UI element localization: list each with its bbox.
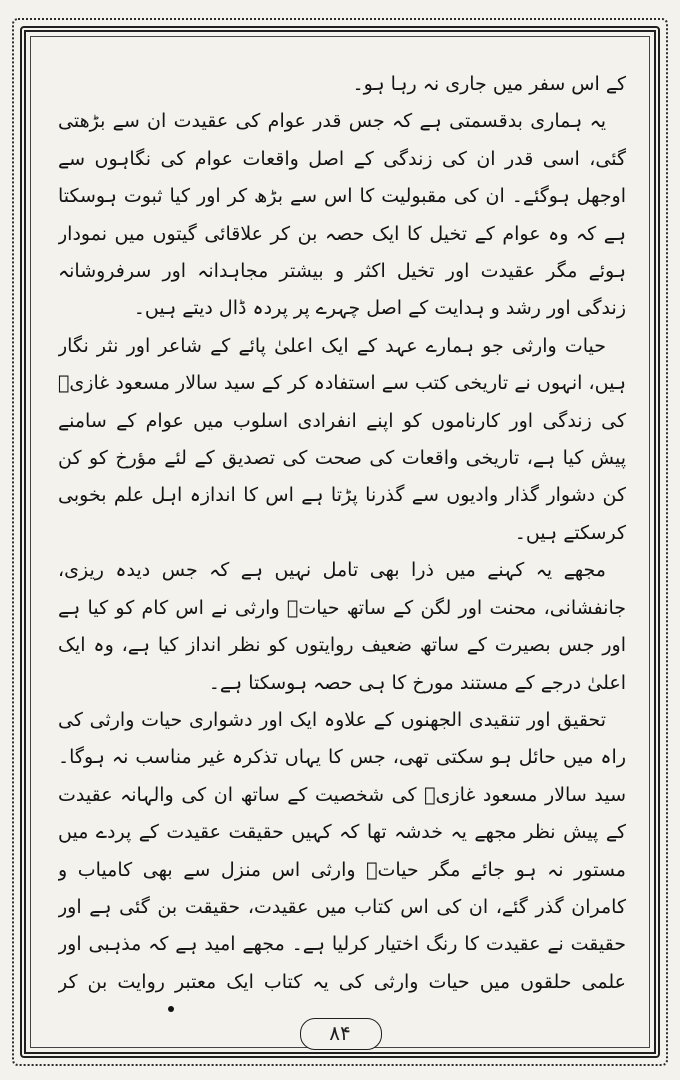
page-number: ۸۴ [329,1021,351,1045]
paragraph-1: کے اس سفر میں جاری نہ رہا ہو۔ [352,73,626,95]
paragraph-4: مجھے یہ کہنے میں ذرا بھی تامل نہیں ہے کہ جس دیدہ ریزی، جانفشانی، محنت اور لگن کے ساتھ حیاتؔ وارثی نے اس کام کو کیا ہے اور جس بصیرت کے ساتھ ضعیف روایتوں کو نظر انداز کیا ہے، وہ ایک اعلیٰ درجے کے مستند مورخ کا ہی حصہ ہوسکتا ہے۔ [58,559,626,694]
paragraph-2: یہ ہماری بدقسمتی ہے کہ جس قدر عوام کی عقیدت ان سے بڑھتی گئی، اسی قدر ان کی زندگی کے اصل واقعات عوام کی نگاہوں سے اوجھل ہوگئے۔ ان کی مقبولیت کا اس سے بڑھ کر اور کیا ثبوت ہوسکتا ہے کہ وہ عوام کے تخیل کا ایک حصہ بن کر علاقائی گیتوں میں نمودار ہوئے مگر عقیدت اور تخیل اکثر و بیشتر مجاہدانہ اور سرفروشانہ زندگی اور رشد و ہدایت کے اصل چہرے پر پردہ ڈال دیتے ہیں۔ [58,110,626,320]
page-text [58,66,626,996]
paragraph-3: حیات وارثی جو ہمارے عہد کے ایک اعلیٰ پائے کے شاعر اور نثر نگار ہیں، انہوں نے تاریخی کتب سے استفادہ کر کے سید سالار مسعود غازیؒ کی زندگی اور کارناموں کو اپنے انفرادی اسلوب میں عوام کے سامنے پیش کیا ہے، تاریخی واقعات کی صحت کی تصدیق کے لئے مؤرخ کو کن کن دشوار گذار وادیوں سے گذرنا پڑتا ہے اس کا اندازہ اہل علم بخوبی کرسکتے ہیں۔ [58,334,626,544]
paragraph-5: تحقیق اور تنقیدی الجھنوں کے علاوہ ایک اور دشواری حیات وارثی کی راہ میں حائل ہو سکتی تھی، جس کا یہاں تذکرہ غیر مناسب نہ ہوگا۔ سید سالار مسعود غازیؒ کی شخصیت کے ساتھ ان کی والہانہ عقیدت کے پیش نظر مجھے یہ خدشہ تھا کہ کہیں حقیقت عقیدت کے پردے میں مستور نہ ہو جائے مگر حیاتؔ وارثی اس منزل سے بھی کامیاب و کامران گذر گئے، ان کی اس کتاب میں عقیدت، حقیقت بن گئی ہے اور حقیقت نے عقیدت کا رنگ اختیار کرلیا ہے۔ مجھے امید ہے کہ مذہبی اور علمی حلقوں میں حیات وارثی کی یہ کتاب ایک معتبر روایت بن کر [58,708,626,993]
end-mark-dot [168,1006,174,1012]
